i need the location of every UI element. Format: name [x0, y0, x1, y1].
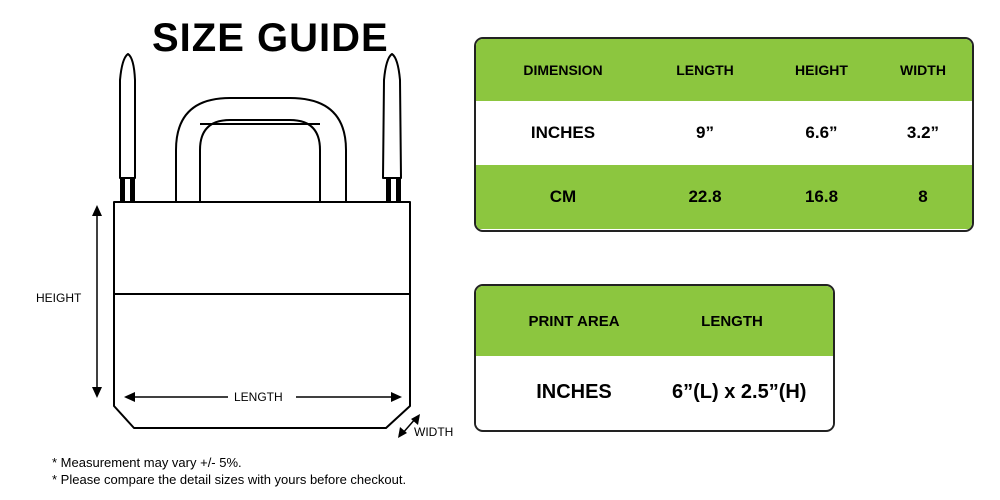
length-label: LENGTH	[234, 390, 283, 404]
row-height: 16.8	[804, 187, 839, 206]
row-unit: INCHES	[536, 381, 612, 403]
dimension-table	[474, 37, 974, 232]
footnotes	[52, 454, 406, 488]
table-row	[476, 101, 972, 165]
print-area-table	[474, 284, 835, 432]
print-area-table-header	[476, 286, 833, 356]
header-height: HEIGHT	[795, 62, 848, 78]
row-length: 9”	[696, 123, 714, 142]
dimension-table-header	[476, 39, 972, 101]
table-row	[476, 165, 972, 229]
height-label: HEIGHT	[36, 291, 82, 305]
note-compare-sizes: * Please compare the detail sizes with yours before checkout.	[52, 472, 407, 487]
right-strap	[383, 54, 401, 178]
table-row	[476, 356, 833, 429]
page-title: SIZE GUIDE	[152, 16, 389, 60]
row-unit: INCHES	[530, 123, 596, 142]
row-length: 22.8	[688, 187, 722, 206]
handle-inner	[200, 120, 320, 202]
left-strap	[120, 54, 135, 178]
header-print-area: PRINT AREA	[528, 312, 620, 330]
header-dimension: DIMENSION	[523, 62, 603, 78]
header-width: WIDTH	[900, 62, 946, 78]
row-width: 3.2”	[906, 123, 940, 142]
row-height: 6.6”	[805, 123, 838, 142]
header-length: LENGTH	[701, 312, 763, 330]
row-unit: CM	[549, 187, 577, 206]
header-length: LENGTH	[676, 62, 734, 78]
width-label: WIDTH	[414, 425, 454, 439]
height-arrow	[92, 205, 102, 398]
row-width: 8	[918, 187, 928, 206]
note-measurement-variance: * Measurement may vary +/- 5%.	[52, 455, 242, 470]
row-print-size: 6”(L) x 2.5”(H)	[672, 381, 807, 403]
tote-bag-diagram	[0, 0, 470, 450]
